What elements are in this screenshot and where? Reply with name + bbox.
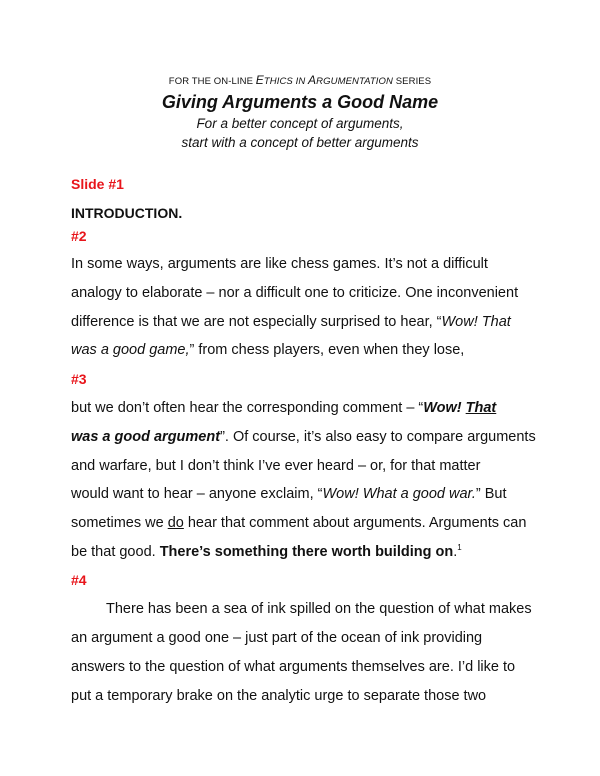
para2-line-6-bold: There’s something there worth building on bbox=[159, 544, 454, 560]
para2-line-4 bbox=[71, 486, 507, 502]
para2-line-1-wow: Wow! bbox=[423, 400, 466, 416]
para3-line-4: put a temporary brake on the analytic urge to separate those two bbox=[71, 688, 487, 704]
section-heading: INTRODUCTION. bbox=[71, 205, 183, 221]
series-line bbox=[0, 73, 600, 87]
para2-line-3: and warfare, but I don’t think I’ve ever heard – or, for that matter bbox=[71, 458, 481, 474]
para1-line-4 bbox=[71, 342, 464, 358]
series-pre: FOR THE bbox=[168, 76, 214, 87]
para2-line-5-end: hear that comment about arguments. Arguments can bbox=[183, 515, 527, 531]
para2-line-6-end: . bbox=[453, 544, 458, 560]
para2-line-2-text: ”. Of course, it’s also easy to compare arguments bbox=[220, 429, 536, 445]
para2-line-1 bbox=[71, 400, 496, 416]
para2-line-4-italic: Wow! What a good war. bbox=[322, 486, 476, 502]
para2-line-1-that: That bbox=[465, 400, 497, 416]
subtitle-line-2: start with a concept of better arguments bbox=[181, 135, 419, 150]
para2-line-5 bbox=[71, 515, 526, 531]
para1-line-2: analogy to elaborate – nor a difficult one to criticize. One inconvenient bbox=[71, 285, 519, 301]
series-rgumentation: RGUMENTATION bbox=[316, 76, 393, 87]
series-online: ON-LINE bbox=[213, 76, 256, 87]
para2-line-6 bbox=[71, 544, 462, 560]
document-title: Giving Arguments a Good Name bbox=[161, 92, 439, 112]
para2-line-4-text: would want to hear – anyone exclaim, “ bbox=[71, 486, 323, 502]
para2-line-2-italic: was a good argument bbox=[71, 429, 221, 445]
series-e: E bbox=[255, 73, 264, 87]
para2-line-5-do: do bbox=[167, 515, 184, 531]
slide-label-4: #4 bbox=[71, 572, 87, 588]
para2-line-6-text: be that good. bbox=[71, 544, 160, 560]
para1-line-3 bbox=[71, 314, 511, 330]
para1-line-4-text: ” from chess players, even when they lose, bbox=[189, 342, 465, 358]
para1-line-3-italic: Wow! That bbox=[441, 314, 511, 330]
para3-line-1: There has been a sea of ink spilled on the question of what makes bbox=[106, 601, 532, 617]
para2-line-1-text: but we don’t often hear the corresponding comment – “ bbox=[71, 400, 424, 416]
para3-line-3: answers to the question of what arguments themselves are. I’d like to bbox=[71, 659, 516, 675]
para2-line-2 bbox=[71, 429, 536, 445]
series-post: SERIES bbox=[393, 76, 432, 87]
para2-line-4-end: ” But bbox=[475, 486, 507, 502]
slide-label-1: Slide #1 bbox=[71, 176, 124, 192]
para1-line-3-text: difference is that we are not especially surprised to hear, “ bbox=[71, 314, 442, 330]
series-a: A bbox=[308, 73, 317, 87]
footnote-marker[interactable]: 1 bbox=[457, 543, 462, 553]
slide-label-2: #2 bbox=[71, 228, 87, 244]
para1-line-1: In some ways, arguments are like chess games. It’s not a difficult bbox=[71, 256, 488, 272]
slide-label-3: #3 bbox=[71, 371, 87, 387]
series-thics: THICS IN bbox=[263, 76, 309, 87]
para1-line-4-italic: was a good game, bbox=[71, 342, 190, 358]
subtitle-line-1: For a better concept of arguments, bbox=[196, 116, 404, 131]
para3-line-2: an argument a good one – just part of the ocean of ink providing bbox=[71, 630, 483, 646]
para2-line-5-text: sometimes we bbox=[71, 515, 168, 531]
